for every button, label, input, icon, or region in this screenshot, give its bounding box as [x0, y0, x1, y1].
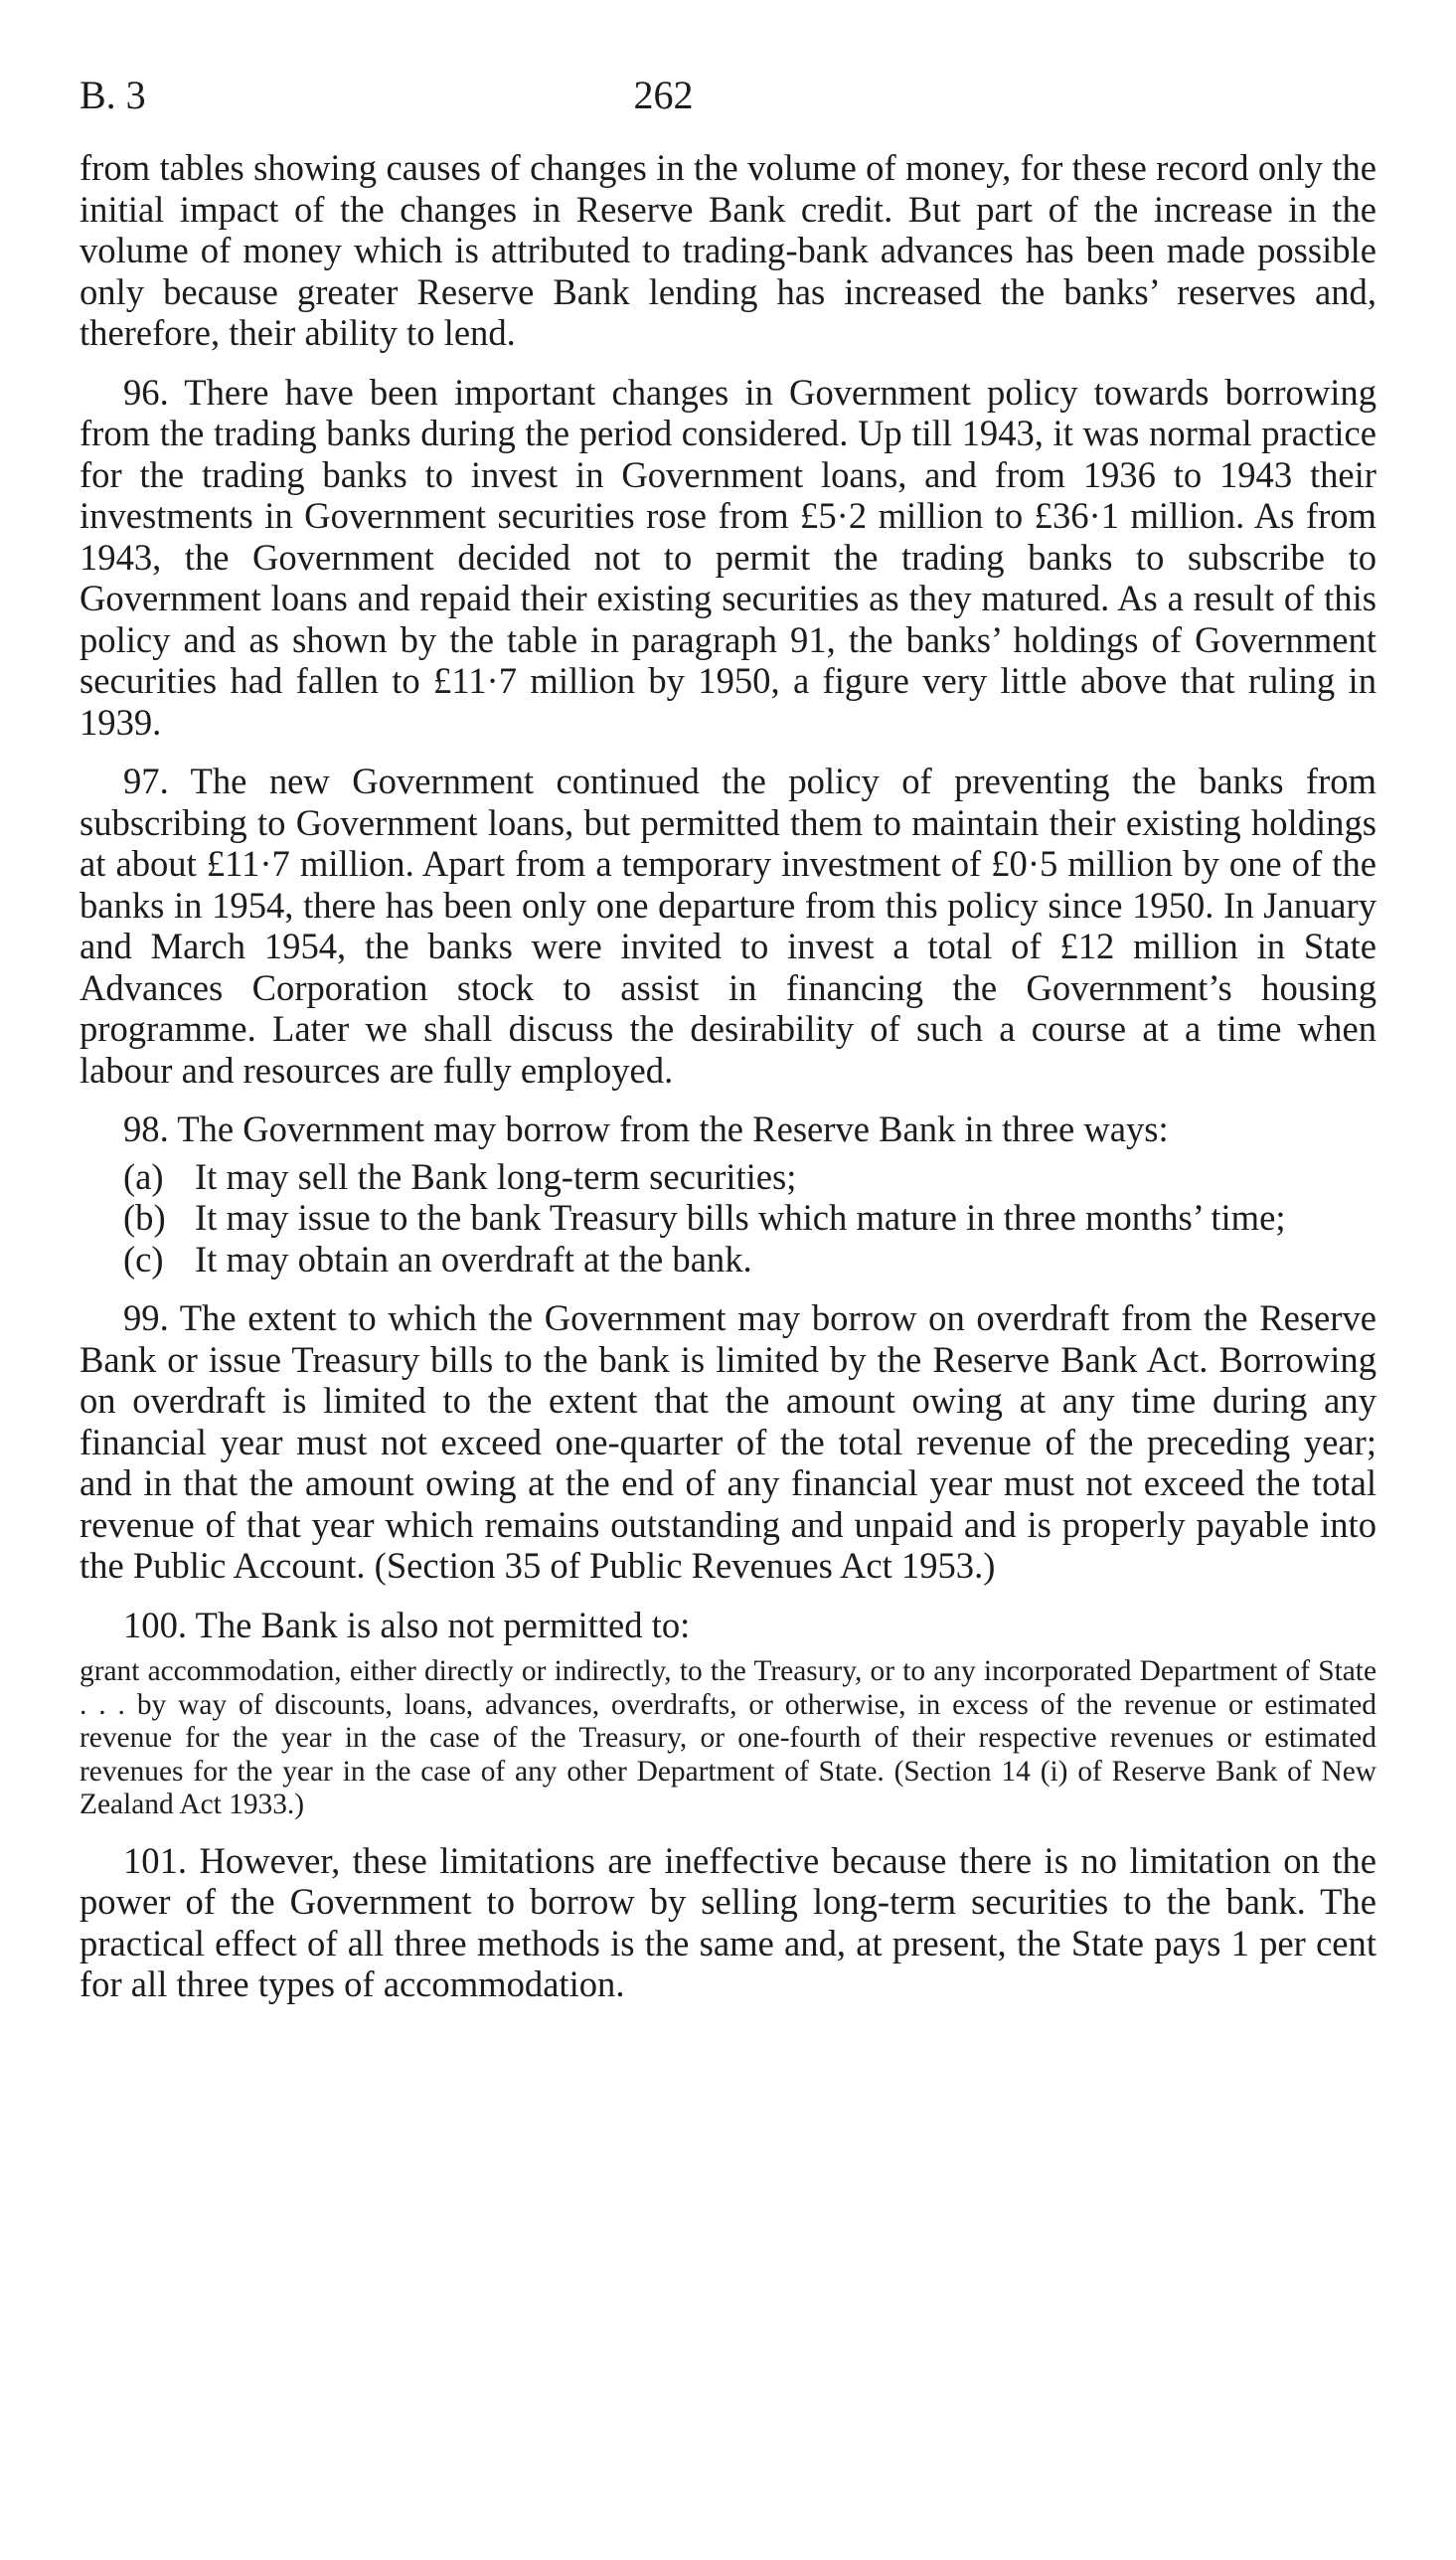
list-item-marker: (b): [123, 1197, 166, 1238]
paragraph-99: 99. The extent to which the Government may borrow on overdraft from the Reserve Bank or issue Treasury bills to the bank is limited by the Reserve Bank Act. Borrowing on overdraft is limited to the extent that the amount owing at any time during any financial year must not exceed one-quarter of the total revenue of the preceding year; and in that the amount owing at the end of any financial year must not exceed the total revenue of that year which remains outstanding and unpaid and is properly payable into the Public Account. (Section 35 of Public Revenues Act 1953.): [80, 1297, 1376, 1586]
page-header: [80, 70, 1376, 133]
list-item-text: It may obtain an overdraft at the bank.: [195, 1238, 752, 1280]
list-item-marker: (a): [123, 1155, 164, 1197]
paragraph-100: 100. The Bank is also not permitted to:: [123, 1604, 691, 1645]
list-item-text: It may issue to the bank Treasury bills which mature in three months’ time;: [195, 1197, 1286, 1238]
paragraph-continued: from tables showing causes of changes in the volume of money, for these record only the initial impact of the changes in Reserve Bank credit. But part of the increase in the volume of money which is attributed to trading-bank advances has been made possible only because greater Reserve Bank lending has increased the banks’ reserves and, therefore, their ability to lend.: [80, 147, 1376, 353]
list-item: [80, 1239, 1376, 1280]
block-quote: grant accommodation, either directly or indirectly, to the Treasury, or to any incorporated Department of State . . . by way of discounts, loans, advances, overdrafts, or otherwise, in excess of the revenue or estimated revenue for the year in the case of the Treasury, or one-fourth of their respective revenues or estimated revenues for the year in the case of any other Department of State. (Section 14 (i) of Reserve Bank of New Zealand Act 1933.): [80, 1655, 1376, 1820]
document-page: [80, 70, 1376, 2023]
page-number: 262: [633, 73, 694, 117]
list-item-text: It may sell the Bank long-term securities;: [195, 1155, 797, 1197]
borrowing-methods-list: [80, 1156, 1376, 1280]
document-reference: B. 3: [80, 73, 146, 117]
paragraph-98: 98. The Government may borrow from the Reserve Bank in three ways:: [123, 1109, 1169, 1149]
list-item: [80, 1156, 1376, 1198]
list-item: [80, 1197, 1376, 1239]
paragraph-96: 96. There have been important changes in Government policy towards borrowing from the trading banks during the period considered. Up till 1943, it was normal practice for the trading banks to invest in Government loans, and from 1936 to 1943 their investments in Government securities rose from £5·2 million to £36·1 million. As from 1943, the Government decided not to permit the trading banks to subscribe to Government loans and repaid their existing securities as they matured. As a result of this policy and as shown by the table in paragraph 91, the banks’ holdings of Government securities had fallen to £11·7 million by 1950, a figure very little above that ruling in 1939.: [80, 371, 1376, 743]
body-text: [80, 147, 1376, 2005]
paragraph-101: 101. However, these limitations are ineffective because there is no limitation on the power of the Government to borrow by selling long-term securities to the bank. The practical effect of all three methods is the same and, at present, the State pays 1 per cent for all three types of accommodation.: [80, 1839, 1376, 2004]
paragraph-97: 97. The new Government continued the policy of preventing the banks from subscribing to Government loans, but permitted them to maintain their existing holdings at about £11·7 million. Apart from a temporary investment of £0·5 million by one of the banks in 1954, there has been only one departure from this policy since 1950. In January and March 1954, the banks were invited to invest a total of £12 million in State Advances Corporation stock to assist in financing the Government’s housing programme. Later we shall discuss the desirability of such a course at a time when labour and resources are fully employed.: [80, 761, 1376, 1091]
list-item-marker: (c): [123, 1238, 164, 1280]
